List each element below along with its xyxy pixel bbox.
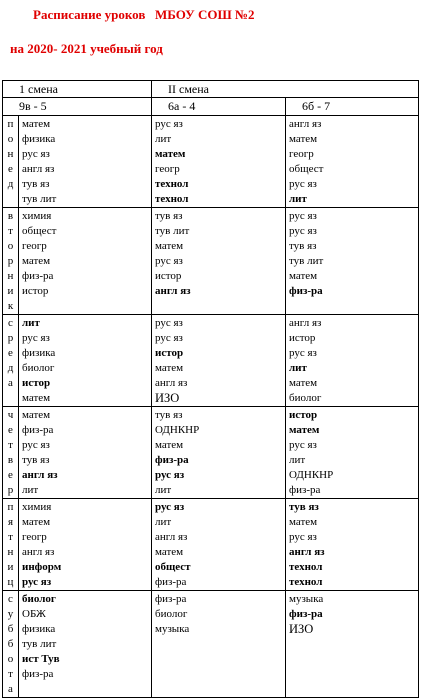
lesson: геогр bbox=[289, 148, 314, 160]
class-6b-lessons bbox=[286, 315, 419, 407]
lesson: физ-ра bbox=[155, 454, 189, 466]
day-row bbox=[3, 208, 419, 315]
lesson: англ яз bbox=[155, 377, 188, 389]
lesson: биолог bbox=[22, 362, 55, 374]
lesson: рус яз bbox=[155, 501, 185, 513]
lesson: технол bbox=[289, 576, 323, 588]
lesson: физика bbox=[22, 347, 56, 359]
lesson: рус яз bbox=[289, 210, 317, 222]
school-year: на 2020- 2021 учебный год bbox=[10, 41, 163, 56]
lesson: лит bbox=[289, 362, 307, 374]
schedule-table bbox=[2, 80, 419, 698]
lesson: рус яз bbox=[155, 118, 183, 130]
lesson: тув лит bbox=[289, 255, 324, 267]
lesson: физика bbox=[22, 133, 56, 145]
lesson: англ яз bbox=[289, 546, 325, 558]
class-6b-lessons bbox=[286, 407, 419, 499]
lesson: матем bbox=[22, 255, 51, 267]
lesson: физ-ра bbox=[22, 668, 54, 680]
lesson: тув яз bbox=[289, 240, 317, 252]
lesson: рус яз bbox=[22, 332, 50, 344]
lesson: физ-ра bbox=[289, 285, 323, 297]
class-header-9v: 9в - 5 bbox=[3, 98, 152, 116]
lesson: лит bbox=[155, 484, 172, 496]
lesson: рус яз bbox=[22, 439, 50, 451]
shift-1-header: 1 смена bbox=[3, 81, 152, 98]
lesson: ИЗО bbox=[289, 622, 314, 636]
lesson: истор bbox=[289, 409, 318, 421]
lesson: технол bbox=[289, 561, 323, 573]
lesson: матем bbox=[289, 377, 318, 389]
lesson: лит bbox=[289, 454, 306, 466]
lesson: рус яз bbox=[289, 347, 317, 359]
lesson: технол bbox=[155, 178, 189, 190]
class-header-row bbox=[3, 98, 419, 116]
day-row bbox=[3, 116, 419, 208]
class-9v-lessons bbox=[19, 591, 152, 698]
lesson: химия bbox=[22, 501, 52, 513]
lesson: матем bbox=[289, 133, 318, 145]
lesson: биолог bbox=[22, 593, 56, 605]
lesson: истор bbox=[289, 332, 316, 344]
lesson: матем bbox=[289, 516, 318, 528]
class-9v-lessons bbox=[19, 499, 152, 591]
lesson: лит bbox=[22, 317, 40, 329]
lesson: рус яз bbox=[155, 255, 183, 267]
lesson: рус яз bbox=[289, 178, 317, 190]
lesson: геогр bbox=[22, 240, 47, 252]
class-6a-lessons bbox=[152, 208, 286, 315]
lesson: рус яз bbox=[155, 332, 183, 344]
lesson: рус яз bbox=[289, 439, 317, 451]
schedule-title: Расписание уроков bbox=[33, 7, 146, 22]
lesson: общест bbox=[155, 561, 191, 573]
lesson: истор bbox=[155, 270, 182, 282]
lesson: рус яз bbox=[22, 576, 52, 588]
lesson: матем bbox=[289, 270, 318, 282]
day-name: с р е д а bbox=[3, 315, 19, 407]
lesson: англ яз bbox=[289, 317, 322, 329]
lesson: рус яз bbox=[155, 317, 183, 329]
class-6b-lessons bbox=[286, 499, 419, 591]
day-row bbox=[3, 407, 419, 499]
shift-2-header: II смена bbox=[152, 81, 419, 98]
day-row bbox=[3, 499, 419, 591]
lesson: англ яз bbox=[22, 469, 58, 481]
lesson: общест bbox=[22, 225, 57, 237]
school-name: МБОУ СОШ №2 bbox=[155, 7, 255, 22]
lesson: матем bbox=[22, 392, 51, 404]
class-6b-lessons bbox=[286, 208, 419, 315]
lesson: лит bbox=[155, 133, 172, 145]
lesson: рус яз bbox=[289, 225, 317, 237]
class-6b-lessons bbox=[286, 116, 419, 208]
lesson: геогр bbox=[22, 531, 47, 543]
day-name: в т о р н и к bbox=[3, 208, 19, 315]
class-9v-lessons bbox=[19, 407, 152, 499]
class-6a-lessons bbox=[152, 591, 286, 698]
lesson: истор bbox=[155, 347, 184, 359]
day-name: п я т н и ц bbox=[3, 499, 19, 591]
lesson: рус яз bbox=[155, 469, 185, 481]
lesson: физ-ра bbox=[22, 270, 54, 282]
day-name: ч е т в е р bbox=[3, 407, 19, 499]
lesson: ОДНКНР bbox=[289, 469, 334, 481]
lesson: тув лит bbox=[22, 638, 57, 650]
lesson: ОБЖ bbox=[22, 608, 46, 620]
lesson: матем bbox=[155, 439, 184, 451]
class-9v-lessons bbox=[19, 208, 152, 315]
lesson: тув лит bbox=[155, 225, 190, 237]
lesson: матем bbox=[22, 409, 51, 421]
day-row bbox=[3, 315, 419, 407]
class-6a-lessons bbox=[152, 499, 286, 591]
lesson: ист Тув bbox=[22, 653, 60, 665]
lesson: биолог bbox=[155, 608, 188, 620]
lesson: истор bbox=[22, 285, 49, 297]
lesson: англ яз bbox=[22, 546, 55, 558]
day-row bbox=[3, 591, 419, 698]
lesson: матем bbox=[22, 118, 51, 130]
shift-header-row bbox=[3, 81, 419, 98]
lesson: рус яз bbox=[289, 531, 317, 543]
lesson: матем bbox=[155, 240, 184, 252]
lesson: лит bbox=[155, 516, 172, 528]
class-6b-lessons bbox=[286, 591, 419, 698]
lesson: физ-ра bbox=[289, 608, 323, 620]
class-6a-lessons bbox=[152, 315, 286, 407]
lesson: общест bbox=[289, 163, 324, 175]
lesson: англ яз bbox=[22, 163, 55, 175]
lesson: ИЗО bbox=[155, 391, 180, 405]
lesson: лит bbox=[22, 484, 39, 496]
lesson: тув яз bbox=[289, 501, 319, 513]
class-6a-lessons bbox=[152, 116, 286, 208]
lesson: англ яз bbox=[155, 285, 191, 297]
lesson: физ-ра bbox=[22, 424, 54, 436]
lesson: матем bbox=[155, 546, 184, 558]
class-header-6a: 6а - 4 bbox=[152, 98, 286, 116]
lesson: физ-ра bbox=[289, 484, 321, 496]
lesson: рус яз bbox=[22, 148, 50, 160]
lesson: матем bbox=[22, 516, 51, 528]
day-name: с у б б о т а bbox=[3, 591, 19, 698]
lesson: физ-ра bbox=[155, 593, 187, 605]
lesson: информ bbox=[22, 561, 62, 573]
lesson: физ-ра bbox=[155, 576, 187, 588]
lesson: истор bbox=[22, 377, 51, 389]
lesson: технол bbox=[155, 193, 189, 205]
lesson: тув лит bbox=[22, 193, 57, 205]
lesson: матем bbox=[289, 424, 320, 436]
lesson: геогр bbox=[155, 163, 180, 175]
lesson: матем bbox=[155, 362, 184, 374]
lesson: тув яз bbox=[22, 178, 50, 190]
day-name: п о н е д bbox=[3, 116, 19, 208]
lesson: матем bbox=[155, 148, 186, 160]
lesson: англ яз bbox=[155, 531, 188, 543]
lesson: ОДНКНР bbox=[155, 424, 200, 436]
lesson: физика bbox=[22, 623, 56, 635]
class-6a-lessons bbox=[152, 407, 286, 499]
class-9v-lessons bbox=[19, 116, 152, 208]
lesson: лит bbox=[289, 193, 307, 205]
lesson: музыка bbox=[289, 593, 324, 605]
lesson: музыка bbox=[155, 623, 190, 635]
lesson: англ яз bbox=[289, 118, 322, 130]
class-9v-lessons bbox=[19, 315, 152, 407]
class-header-6b: 6б - 7 bbox=[286, 98, 419, 116]
lesson: тув яз bbox=[22, 454, 50, 466]
lesson: тув яз bbox=[155, 210, 183, 222]
lesson: тув яз bbox=[155, 409, 183, 421]
lesson: биолог bbox=[289, 392, 322, 404]
lesson: химия bbox=[22, 210, 52, 222]
